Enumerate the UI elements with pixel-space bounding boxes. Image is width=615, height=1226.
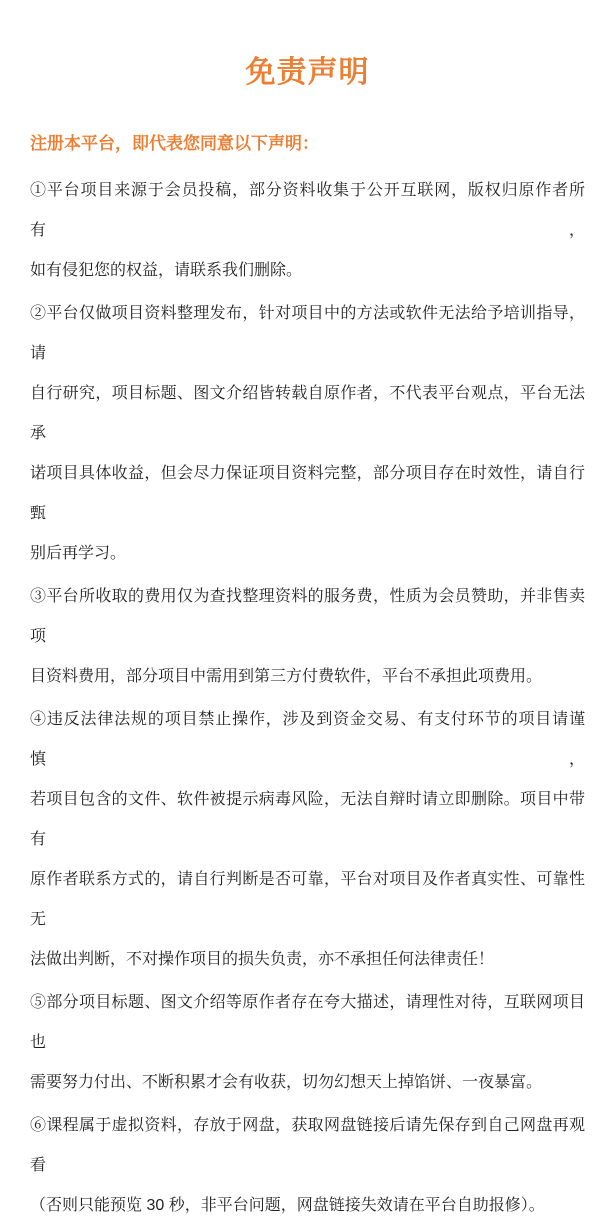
- paragraph-line: ①平台项目来源于会员投稿，部分资料收集于公开互联网，版权归原作者所有，: [30, 182, 585, 239]
- paragraph-line: 自行研究，项目标题、图文介绍皆转载自原作者，不代表平台观点，平台无法承: [30, 385, 585, 442]
- paragraph-line: 需要努力付出、不断积累才会有收获，切勿幻想天上掉馅饼、一夜暴富。: [30, 1074, 543, 1091]
- paragraph-line: ④违反法律法规的项目禁止操作，涉及到资金交易、有支付环节的项目请谨慎，: [30, 711, 585, 768]
- page-title: 免责声明: [245, 56, 370, 89]
- disclaimer-body: [30, 171, 585, 1226]
- paragraph-line: 目资料费用，部分项目中需用到第三方付费软件，平台不承担此项费用。: [30, 668, 543, 685]
- paragraph: [30, 171, 585, 291]
- paragraph-line: 诺项目具体收益，但会尽力保证项目资料完整，部分项目存在时效性，请自行甄: [30, 465, 585, 522]
- paragraph-line: 原作者联系方式的，请自行判断是否可靠，平台对项目及作者真实性、可靠性无: [30, 871, 585, 928]
- document-page: [0, 55, 615, 1214]
- paragraph: [30, 294, 585, 574]
- paragraph-line: 别后再学习。: [30, 545, 127, 562]
- paragraph: [30, 983, 585, 1103]
- paragraph-line: ⑤部分项目标题、图文介绍等原作者存在夸大描述，请理性对待，互联网项目也: [30, 994, 585, 1051]
- intro-statement: 注册本平台，即代表您同意以下声明：: [30, 134, 319, 153]
- paragraph: [30, 577, 585, 697]
- paragraph-line: ⑥课程属于虚拟资料，存放于网盘，获取网盘链接后请先保存到自己网盘再观看: [30, 1117, 585, 1174]
- paragraph-line: 法做出判断，不对操作项目的损失负责，亦不承担任何法律责任！: [30, 951, 495, 968]
- paragraph-line: 若项目包含的文件、软件被提示病毒风险，无法自辩时请立即删除。项目中带有: [30, 791, 585, 848]
- paragraph: [30, 700, 585, 980]
- paragraph-line: 如有侵犯您的权益，请联系我们删除。: [30, 262, 303, 279]
- paragraph-line: ②平台仅做项目资料整理发布，针对项目中的方法或软件无法给予培训指导，请: [30, 305, 585, 362]
- paragraph: [30, 1106, 585, 1226]
- paragraph-line: ③平台所收取的费用仅为查找整理资料的服务费，性质为会员赞助，并非售卖项: [30, 588, 585, 645]
- paragraph-line: （否则只能预览 30 秒，非平台问题，网盘链接失效请在平台自助报修）。: [30, 1197, 545, 1214]
